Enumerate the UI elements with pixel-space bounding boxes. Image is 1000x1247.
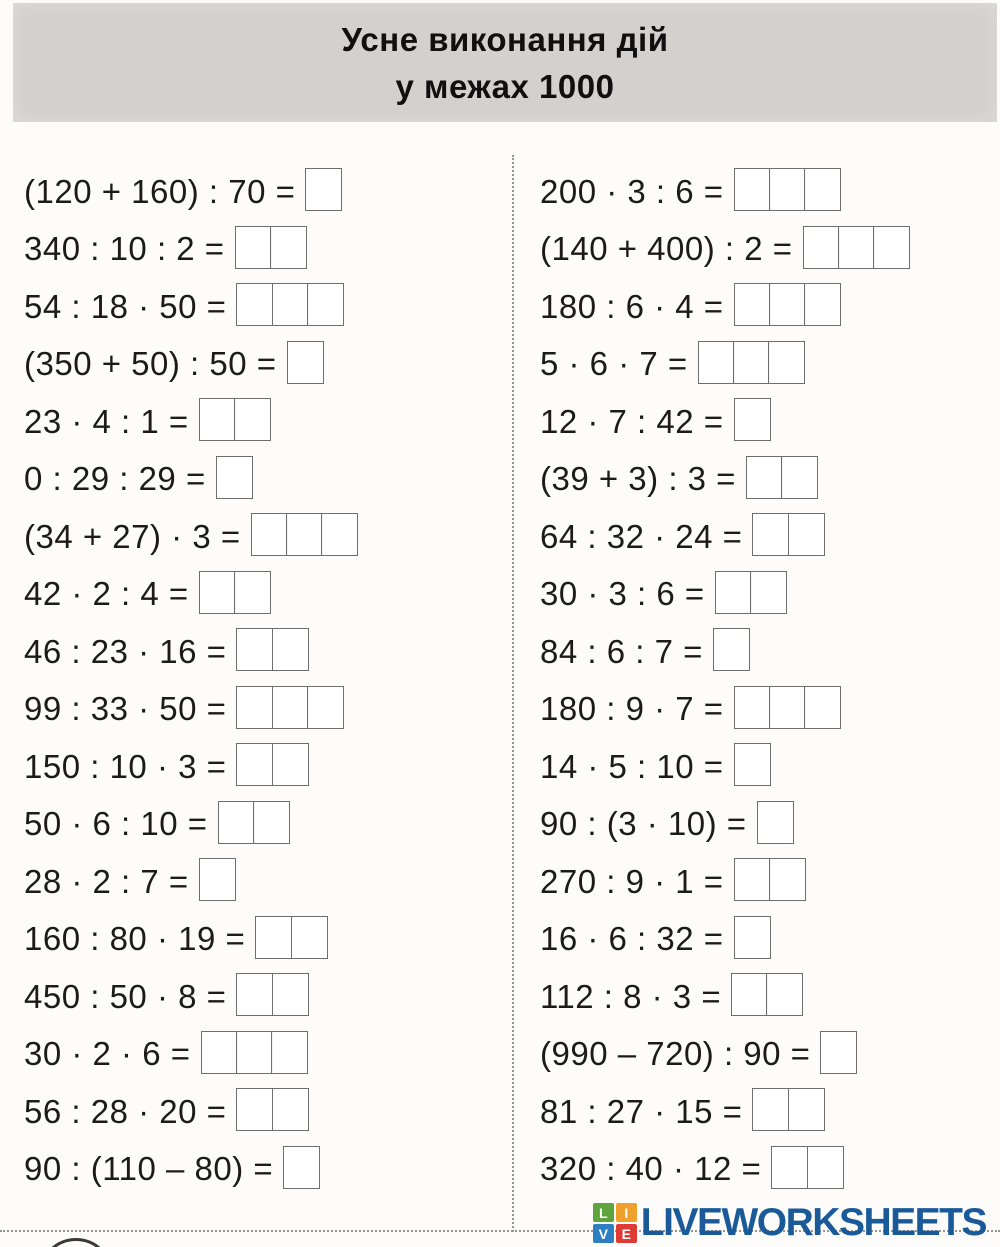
answer-box[interactable] bbox=[734, 686, 771, 729]
answer-boxes bbox=[734, 283, 842, 326]
answer-box[interactable] bbox=[731, 973, 768, 1016]
exercise-row bbox=[540, 911, 990, 969]
answer-box[interactable] bbox=[873, 226, 910, 269]
answer-boxes bbox=[698, 341, 806, 384]
exercise-row bbox=[540, 968, 990, 1026]
answer-box[interactable] bbox=[236, 1088, 273, 1131]
expression-text: 340 : 10 : 2 = bbox=[24, 230, 225, 268]
answer-boxes bbox=[746, 456, 818, 499]
answer-box[interactable] bbox=[283, 1146, 320, 1189]
answer-box[interactable] bbox=[253, 801, 290, 844]
exercise-row bbox=[24, 566, 492, 624]
expression-text: 200 · 3 : 6 = bbox=[540, 172, 724, 210]
answer-box[interactable] bbox=[734, 283, 771, 326]
answer-box[interactable] bbox=[307, 686, 344, 729]
answer-boxes bbox=[734, 858, 806, 901]
answer-box[interactable] bbox=[746, 456, 783, 499]
answer-box[interactable] bbox=[804, 686, 841, 729]
answer-box[interactable] bbox=[788, 1088, 825, 1131]
exercise-row bbox=[540, 163, 990, 221]
answer-box[interactable] bbox=[272, 283, 309, 326]
answer-boxes bbox=[283, 1146, 320, 1189]
exercise-row bbox=[24, 336, 492, 394]
answer-boxes bbox=[752, 513, 824, 556]
expression-text: 46 : 23 · 16 = bbox=[24, 632, 227, 670]
answer-box[interactable] bbox=[734, 168, 771, 211]
answer-boxes bbox=[731, 973, 803, 1016]
exercise-column-right bbox=[540, 163, 990, 1198]
answer-boxes bbox=[734, 168, 842, 211]
exercise-row bbox=[540, 508, 990, 566]
expression-text: 180 : 6 · 4 = bbox=[540, 287, 724, 325]
answer-boxes bbox=[236, 1088, 308, 1131]
logo-letter-square: I bbox=[616, 1203, 637, 1222]
expression-text: (990 – 720) : 90 = bbox=[540, 1035, 811, 1073]
answer-box[interactable] bbox=[235, 226, 272, 269]
answer-box[interactable] bbox=[804, 168, 841, 211]
answer-box[interactable] bbox=[734, 916, 771, 959]
answer-box[interactable] bbox=[781, 456, 818, 499]
logo-letter-square: V bbox=[593, 1224, 614, 1243]
expression-text: 54 : 18 · 50 = bbox=[24, 287, 227, 325]
answer-boxes bbox=[305, 168, 342, 211]
page-title-line2: у межах 1000 bbox=[395, 67, 615, 105]
exercise-row bbox=[24, 1026, 492, 1084]
expression-text: 450 : 50 · 8 = bbox=[24, 977, 227, 1015]
answer-boxes bbox=[216, 456, 253, 499]
exercise-row bbox=[540, 221, 990, 279]
exercise-row bbox=[540, 623, 990, 681]
expression-text: 23 · 4 : 1 = bbox=[24, 402, 189, 440]
exercise-row bbox=[540, 796, 990, 854]
answer-box[interactable] bbox=[769, 686, 806, 729]
answer-box[interactable] bbox=[838, 226, 875, 269]
expression-text: (39 + 3) : 3 = bbox=[540, 460, 736, 498]
exercise-row bbox=[540, 566, 990, 624]
exercise-row bbox=[24, 278, 492, 336]
liveworksheets-logo[interactable] bbox=[593, 1201, 986, 1245]
exercise-row bbox=[24, 393, 492, 451]
expression-text: 64 : 32 · 24 = bbox=[540, 517, 743, 555]
answer-box[interactable] bbox=[768, 341, 805, 384]
expression-text: 81 : 27 · 15 = bbox=[540, 1092, 743, 1130]
liveworksheets-wordmark: LIVEWORKSHEETS bbox=[640, 1201, 986, 1244]
answer-box[interactable] bbox=[321, 513, 358, 556]
answer-boxes bbox=[236, 628, 308, 671]
expression-text: 270 : 9 · 1 = bbox=[540, 862, 724, 900]
expression-text: 160 : 80 · 19 = bbox=[24, 920, 246, 958]
answer-boxes bbox=[236, 743, 308, 786]
answer-boxes bbox=[236, 973, 308, 1016]
expression-text: 90 : (110 – 80) = bbox=[24, 1150, 274, 1188]
answer-box[interactable] bbox=[236, 686, 273, 729]
answer-boxes bbox=[734, 743, 771, 786]
answer-box[interactable] bbox=[270, 226, 307, 269]
answer-box[interactable] bbox=[234, 398, 271, 441]
column-divider-dotted-line bbox=[512, 155, 514, 1232]
worksheet-header bbox=[13, 3, 997, 122]
answer-box[interactable] bbox=[271, 1031, 308, 1074]
answer-box[interactable] bbox=[713, 628, 750, 671]
answer-boxes bbox=[255, 916, 327, 959]
answer-box[interactable] bbox=[236, 973, 273, 1016]
expression-text: 84 : 6 : 7 = bbox=[540, 632, 703, 670]
answer-boxes bbox=[236, 686, 344, 729]
answer-box[interactable] bbox=[769, 858, 806, 901]
answer-boxes bbox=[803, 226, 911, 269]
exercise-row bbox=[24, 451, 492, 509]
expression-text: 56 : 28 · 20 = bbox=[24, 1092, 227, 1130]
exercise-row bbox=[24, 681, 492, 739]
answer-boxes bbox=[199, 571, 271, 614]
answer-box[interactable] bbox=[272, 1088, 309, 1131]
answer-box[interactable] bbox=[199, 398, 236, 441]
answer-box[interactable] bbox=[255, 916, 292, 959]
exercise-row bbox=[24, 853, 492, 911]
answer-box[interactable] bbox=[307, 283, 344, 326]
expression-text: 150 : 10 · 3 = bbox=[24, 747, 227, 785]
answer-box[interactable] bbox=[757, 801, 794, 844]
answer-boxes bbox=[199, 858, 236, 901]
answer-box[interactable] bbox=[788, 513, 825, 556]
answer-box[interactable] bbox=[803, 226, 840, 269]
expression-text: (140 + 400) : 2 = bbox=[540, 230, 793, 268]
answer-box[interactable] bbox=[771, 1146, 808, 1189]
exercise-row bbox=[24, 508, 492, 566]
answer-box[interactable] bbox=[752, 1088, 789, 1131]
liveworksheets-logo-squares bbox=[593, 1203, 637, 1243]
answer-box[interactable] bbox=[218, 801, 255, 844]
expression-text: 14 · 5 : 10 = bbox=[540, 747, 724, 785]
expression-text: 30 · 2 · 6 = bbox=[24, 1035, 191, 1073]
answer-box[interactable] bbox=[251, 513, 288, 556]
answer-boxes bbox=[235, 226, 307, 269]
answer-box[interactable] bbox=[769, 168, 806, 211]
exercise-row bbox=[540, 1083, 990, 1141]
expression-text: 28 · 2 : 7 = bbox=[24, 862, 189, 900]
answer-boxes bbox=[201, 1031, 309, 1074]
answer-box[interactable] bbox=[804, 283, 841, 326]
exercise-row bbox=[24, 796, 492, 854]
exercise-row bbox=[24, 1141, 492, 1199]
expression-text: 320 : 40 · 12 = bbox=[540, 1150, 762, 1188]
answer-box[interactable] bbox=[216, 456, 253, 499]
answer-box[interactable] bbox=[272, 686, 309, 729]
answer-boxes bbox=[713, 628, 750, 671]
answer-boxes bbox=[734, 398, 771, 441]
answer-boxes bbox=[757, 801, 794, 844]
logo-letter-square: L bbox=[593, 1203, 614, 1222]
exercise-row bbox=[24, 738, 492, 796]
answer-box[interactable] bbox=[272, 628, 309, 671]
exercise-row bbox=[540, 853, 990, 911]
answer-boxes bbox=[820, 1031, 857, 1074]
expression-text: 42 · 2 : 4 = bbox=[24, 575, 189, 613]
answer-box[interactable] bbox=[236, 628, 273, 671]
answer-box[interactable] bbox=[287, 341, 324, 384]
answer-boxes bbox=[236, 283, 344, 326]
answer-box[interactable] bbox=[234, 571, 271, 614]
answer-box[interactable] bbox=[698, 341, 735, 384]
answer-box[interactable] bbox=[305, 168, 342, 211]
expression-text: 99 : 33 · 50 = bbox=[24, 690, 227, 728]
answer-box[interactable] bbox=[236, 283, 273, 326]
expression-text: (120 + 160) : 70 = bbox=[24, 172, 296, 210]
answer-boxes bbox=[734, 686, 842, 729]
page-title-line1: Усне виконання дій bbox=[341, 20, 669, 58]
expression-text: 90 : (3 · 10) = bbox=[540, 805, 747, 843]
answer-box[interactable] bbox=[807, 1146, 844, 1189]
expression-text: 16 · 6 : 32 = bbox=[540, 920, 724, 958]
expression-text: 0 : 29 : 29 = bbox=[24, 460, 206, 498]
expression-text: 180 : 9 · 7 = bbox=[540, 690, 724, 728]
expression-text: 5 · 6 · 7 = bbox=[540, 345, 688, 383]
cut-off-circle-decoration bbox=[44, 1238, 108, 1247]
answer-box[interactable] bbox=[236, 743, 273, 786]
answer-box[interactable] bbox=[766, 973, 803, 1016]
expression-text: (350 + 50) : 50 = bbox=[24, 345, 277, 383]
expression-text: 12 · 7 : 42 = bbox=[540, 402, 724, 440]
exercise-row bbox=[24, 163, 492, 221]
exercise-row bbox=[540, 738, 990, 796]
answer-box[interactable] bbox=[272, 743, 309, 786]
answer-boxes bbox=[715, 571, 787, 614]
exercise-row bbox=[540, 393, 990, 451]
exercise-row bbox=[540, 451, 990, 509]
exercise-row bbox=[24, 968, 492, 1026]
answer-box[interactable] bbox=[272, 973, 309, 1016]
answer-box[interactable] bbox=[286, 513, 323, 556]
exercise-row bbox=[540, 681, 990, 739]
answer-box[interactable] bbox=[201, 1031, 238, 1074]
expression-text: 30 · 3 : 6 = bbox=[540, 575, 705, 613]
answer-boxes bbox=[752, 1088, 824, 1131]
answer-boxes bbox=[771, 1146, 843, 1189]
answer-box[interactable] bbox=[750, 571, 787, 614]
answer-boxes bbox=[199, 398, 271, 441]
answer-boxes bbox=[251, 513, 359, 556]
exercise-row bbox=[24, 221, 492, 279]
exercise-row bbox=[540, 336, 990, 394]
answer-box[interactable] bbox=[734, 398, 771, 441]
expression-text: 112 : 8 · 3 = bbox=[540, 977, 722, 1015]
exercise-row bbox=[540, 278, 990, 336]
answer-box[interactable] bbox=[715, 571, 752, 614]
answer-box[interactable] bbox=[236, 1031, 273, 1074]
answer-box[interactable] bbox=[199, 571, 236, 614]
exercise-row bbox=[24, 911, 492, 969]
exercise-column-left bbox=[24, 163, 492, 1198]
expression-text: (34 + 27) · 3 = bbox=[24, 517, 241, 555]
exercise-row bbox=[24, 623, 492, 681]
expression-text: 50 · 6 : 10 = bbox=[24, 805, 208, 843]
answer-boxes bbox=[734, 916, 771, 959]
exercise-row bbox=[24, 1083, 492, 1141]
answer-box[interactable] bbox=[820, 1031, 857, 1074]
exercise-row bbox=[540, 1026, 990, 1084]
answer-box[interactable] bbox=[734, 858, 771, 901]
answer-box[interactable] bbox=[769, 283, 806, 326]
answer-box[interactable] bbox=[199, 858, 236, 901]
answer-box[interactable] bbox=[291, 916, 328, 959]
answer-boxes bbox=[287, 341, 324, 384]
exercise-row bbox=[540, 1141, 990, 1199]
answer-box[interactable] bbox=[752, 513, 789, 556]
answer-box[interactable] bbox=[734, 743, 771, 786]
logo-letter-square: E bbox=[616, 1224, 637, 1243]
answer-boxes bbox=[218, 801, 290, 844]
answer-box[interactable] bbox=[733, 341, 770, 384]
